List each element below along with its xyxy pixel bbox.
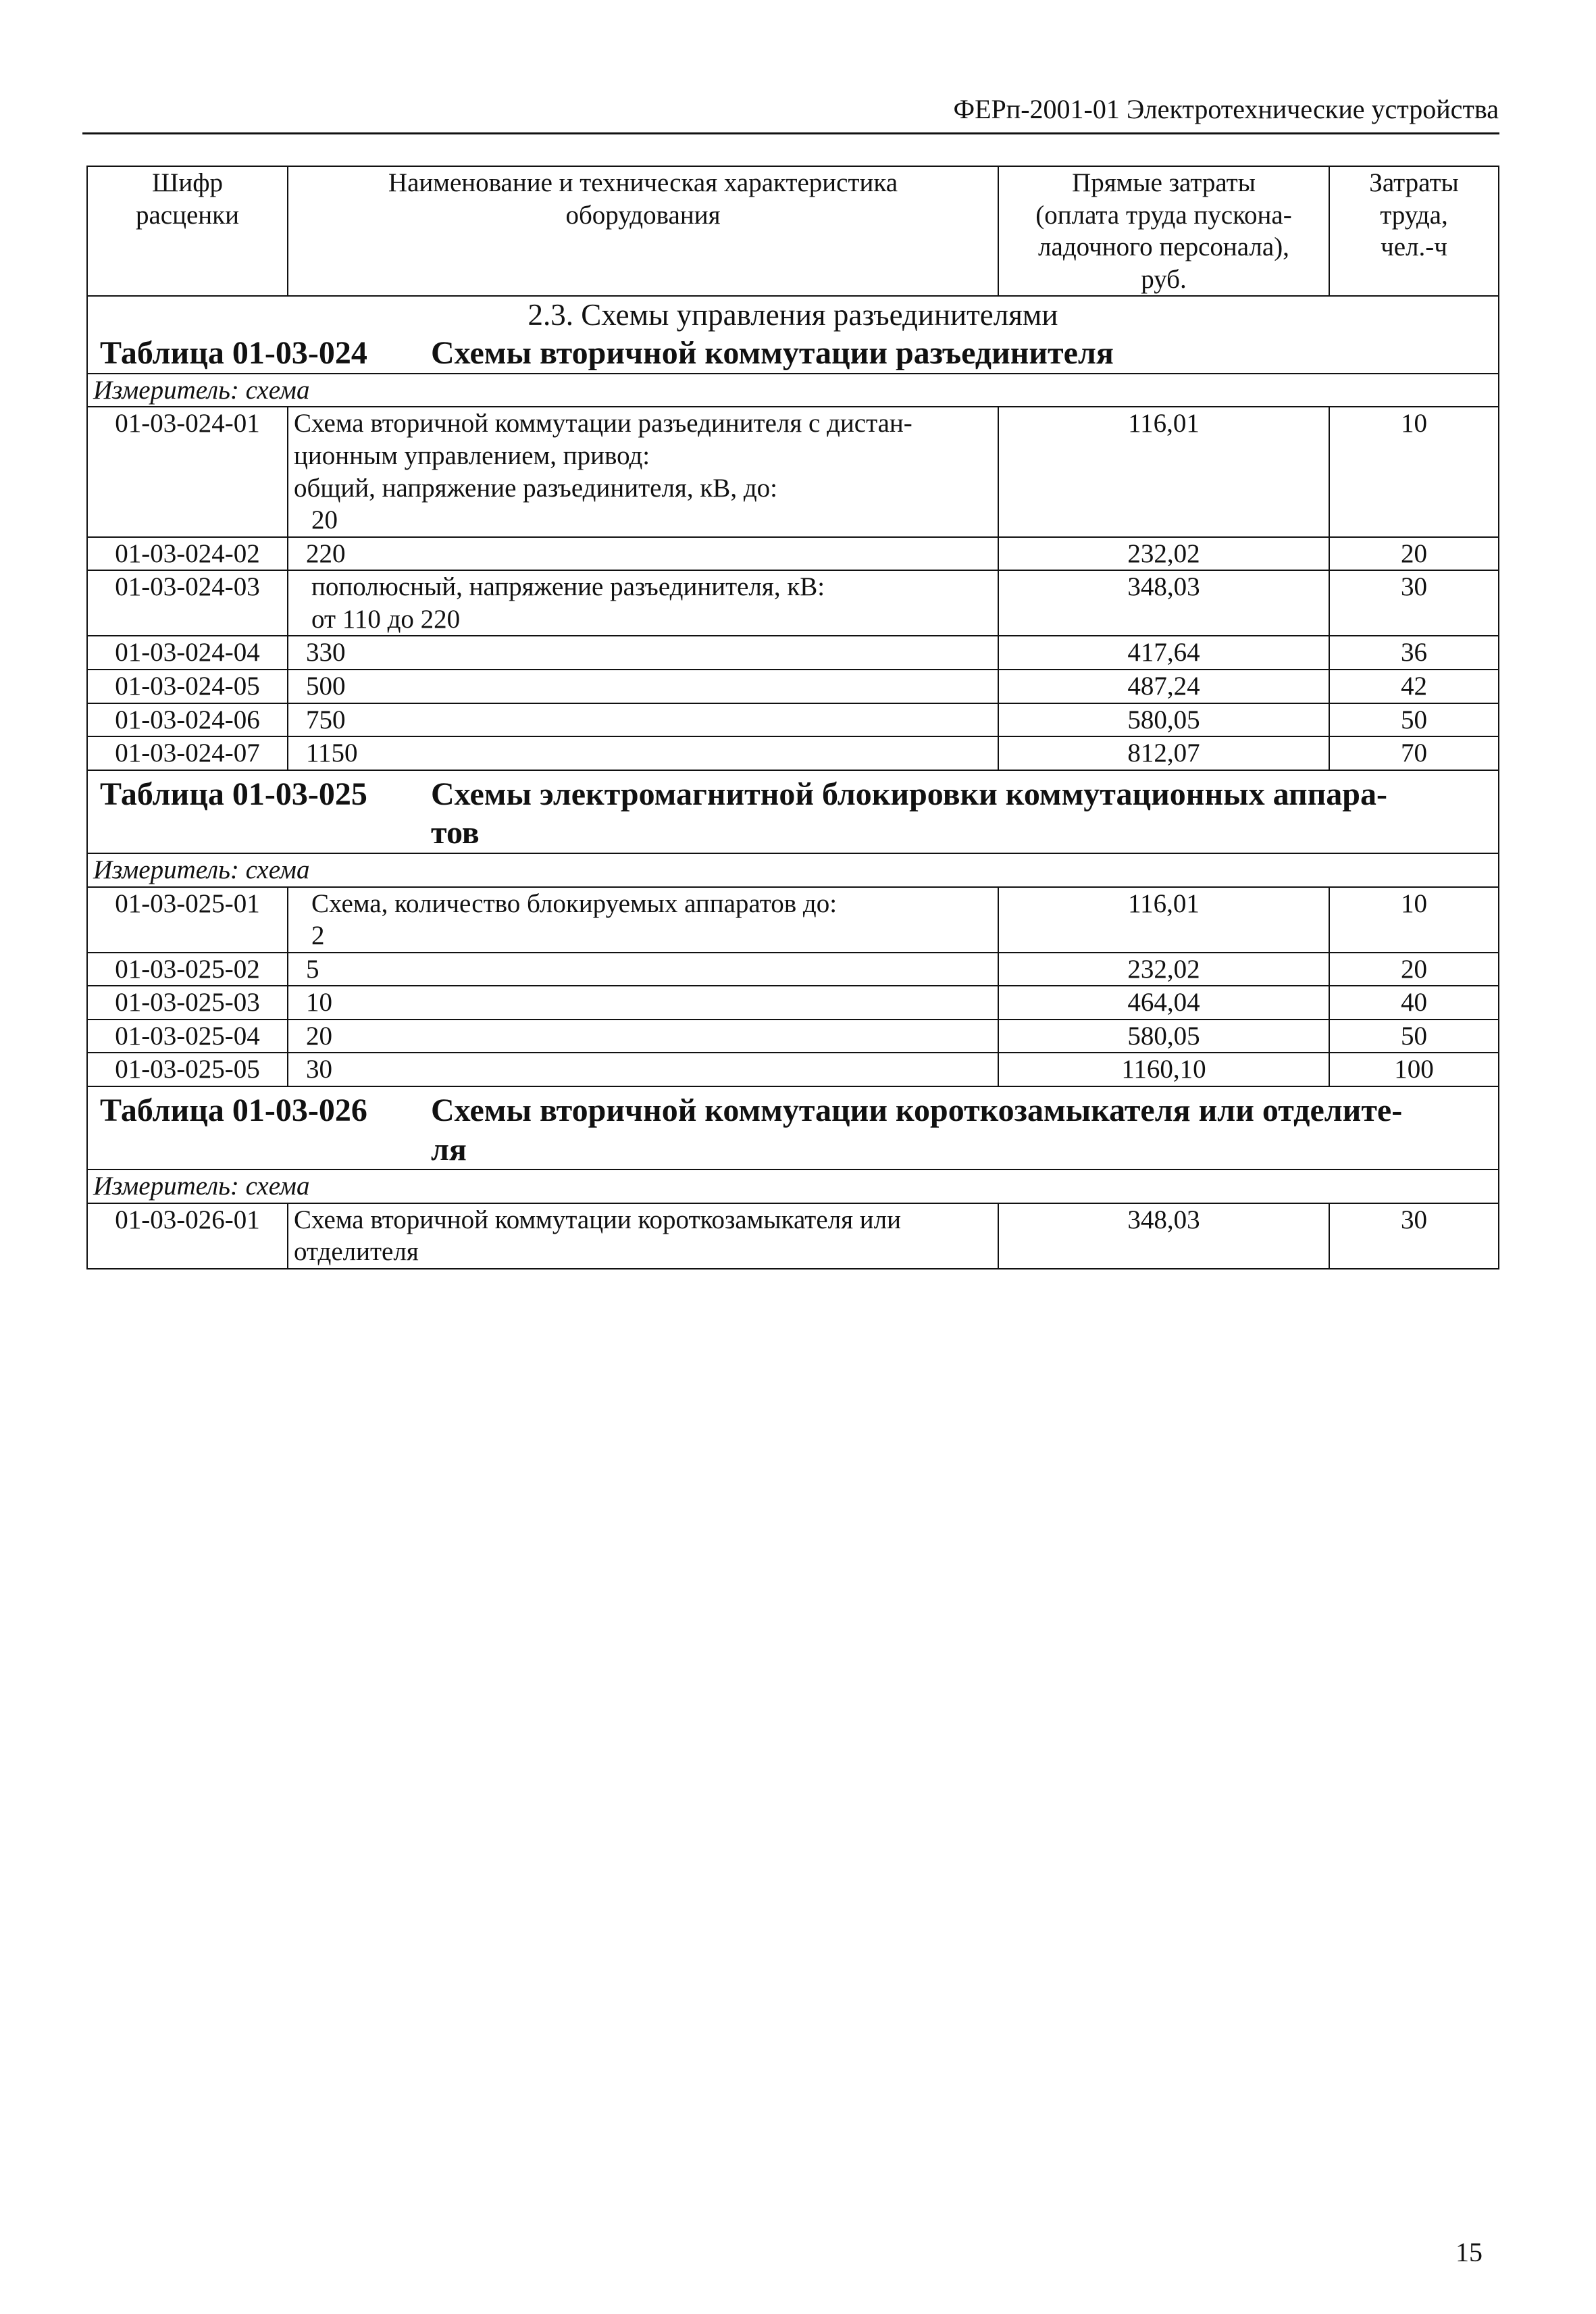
code-cell: 01-03-024-01 <box>87 407 288 536</box>
labor-cell: 50 <box>1329 703 1499 737</box>
cost-cell: 812,07 <box>998 736 1329 770</box>
table-row <box>87 703 1499 737</box>
meter-label: Измеритель: <box>93 375 239 405</box>
table-row <box>87 736 1499 770</box>
meter-value: схема <box>245 1172 310 1201</box>
desc-line: отделителя <box>294 1237 419 1267</box>
cost-cell: 487,24 <box>998 670 1329 703</box>
column-header-name: Наименование и техническая характеристика оборудования <box>288 166 998 296</box>
cost-cell: 232,02 <box>998 537 1329 571</box>
code-cell: 01-03-025-02 <box>87 953 288 986</box>
code-cell: 01-03-025-05 <box>87 1053 288 1086</box>
labor-cell: 10 <box>1329 887 1499 953</box>
header-divider <box>82 132 1499 134</box>
labor-cell: 30 <box>1329 570 1499 636</box>
intro-line: ционным управлением, привод: <box>294 441 650 470</box>
labor-cell: 20 <box>1329 537 1499 571</box>
code-cell: 01-03-024-06 <box>87 703 288 737</box>
table-heading-row <box>87 334 1499 374</box>
param-value: 330 <box>288 636 998 670</box>
param-value: от 110 до 220 <box>311 604 461 634</box>
code-cell: 01-03-025-01 <box>87 887 288 953</box>
param-value: 10 <box>288 986 998 1020</box>
table-row <box>87 570 1499 636</box>
page-number: 15 <box>1456 2237 1483 2267</box>
name-cell <box>288 407 998 536</box>
desc-line: Схема вторичной коммутации короткозамыкателя или <box>294 1205 901 1234</box>
cost-cell: 116,01 <box>998 407 1329 536</box>
column-header-code: Шифр расценки <box>87 166 288 296</box>
labor-cell: 100 <box>1329 1053 1499 1086</box>
table-row <box>87 1203 1499 1269</box>
code-cell: 01-03-025-03 <box>87 986 288 1020</box>
meter-row <box>87 374 1499 407</box>
param-value: 30 <box>288 1053 998 1086</box>
cost-cell: 464,04 <box>998 986 1329 1020</box>
table-number: Таблица 01-03-025 <box>100 776 367 812</box>
rates-table <box>86 166 1499 1269</box>
param-value: 1150 <box>288 736 998 770</box>
param-value: 500 <box>288 670 998 703</box>
labor-cell: 36 <box>1329 636 1499 670</box>
meter-row <box>87 853 1499 887</box>
table-row <box>87 887 1499 953</box>
running-header: ФЕРп-2001-01 Электротехнические устройства <box>953 94 1499 124</box>
meter-label: Измеритель: <box>93 1172 239 1201</box>
intro-line: Схема, количество блокируемых аппаратов до: <box>311 888 838 918</box>
table-heading-row <box>87 770 1499 853</box>
column-header-row <box>87 166 1499 296</box>
param-value: 220 <box>288 537 998 571</box>
table-number: Таблица 01-03-026 <box>100 1092 367 1128</box>
table-row <box>87 407 1499 536</box>
code-cell: 01-03-025-04 <box>87 1020 288 1053</box>
code-cell: 01-03-024-03 <box>87 570 288 636</box>
meter-row <box>87 1169 1499 1203</box>
column-header-direct-costs: Прямые затраты (оплата труда пускона- ладочного персонала), руб. <box>998 166 1329 296</box>
section-title: 2.3. Схемы управления разъединителями <box>87 296 1499 334</box>
meter-value: схема <box>245 375 310 405</box>
cost-cell: 348,03 <box>998 570 1329 636</box>
param-value: 20 <box>288 1020 998 1053</box>
table-title: Схемы вторичной коммутации разъединителя <box>431 335 1114 372</box>
code-cell: 01-03-024-04 <box>87 636 288 670</box>
param-value: 20 <box>311 505 338 535</box>
labor-cell: 20 <box>1329 953 1499 986</box>
labor-cell: 42 <box>1329 670 1499 703</box>
code-cell: 01-03-024-07 <box>87 736 288 770</box>
name-cell <box>288 570 998 636</box>
labor-cell: 10 <box>1329 407 1499 536</box>
section-title-row <box>87 296 1499 334</box>
intro-line: общий, напряжение разъединителя, кВ, до: <box>294 473 777 503</box>
labor-cell: 40 <box>1329 986 1499 1020</box>
table-title: Схемы электромагнитной блокировки коммутационных аппара- тов <box>431 776 1387 851</box>
sub-heading: пополюсный, напряжение разъединителя, кВ: <box>311 572 825 602</box>
meter-label: Измеритель: <box>93 855 239 884</box>
labor-cell: 30 <box>1329 1203 1499 1269</box>
param-value: 5 <box>288 953 998 986</box>
name-cell <box>288 887 998 953</box>
param-value: 2 <box>311 921 325 951</box>
table-row <box>87 953 1499 986</box>
table-number: Таблица 01-03-024 <box>100 335 367 372</box>
table-row <box>87 537 1499 571</box>
table-row <box>87 670 1499 703</box>
name-cell <box>288 1203 998 1269</box>
cost-cell: 348,03 <box>998 1203 1329 1269</box>
table-title: Схемы вторичной коммутации короткозамыкателя или отделите- ля <box>431 1092 1403 1167</box>
table-row <box>87 1020 1499 1053</box>
cost-cell: 1160,10 <box>998 1053 1329 1086</box>
meter-value: схема <box>245 855 310 884</box>
cost-cell: 417,64 <box>998 636 1329 670</box>
table-row <box>87 986 1499 1020</box>
cost-cell: 580,05 <box>998 1020 1329 1053</box>
param-value: 750 <box>288 703 998 737</box>
table-row <box>87 636 1499 670</box>
code-cell: 01-03-024-05 <box>87 670 288 703</box>
intro-line: Схема вторичной коммутации разъединителя с дистан- <box>294 409 912 438</box>
labor-cell: 50 <box>1329 1020 1499 1053</box>
table-row <box>87 1053 1499 1086</box>
table-heading-row <box>87 1086 1499 1169</box>
code-cell: 01-03-024-02 <box>87 537 288 571</box>
column-header-labor: Затраты труда, чел.-ч <box>1329 166 1499 296</box>
cost-cell: 116,01 <box>998 887 1329 953</box>
cost-cell: 232,02 <box>998 953 1329 986</box>
labor-cell: 70 <box>1329 736 1499 770</box>
cost-cell: 580,05 <box>998 703 1329 737</box>
code-cell: 01-03-026-01 <box>87 1203 288 1269</box>
